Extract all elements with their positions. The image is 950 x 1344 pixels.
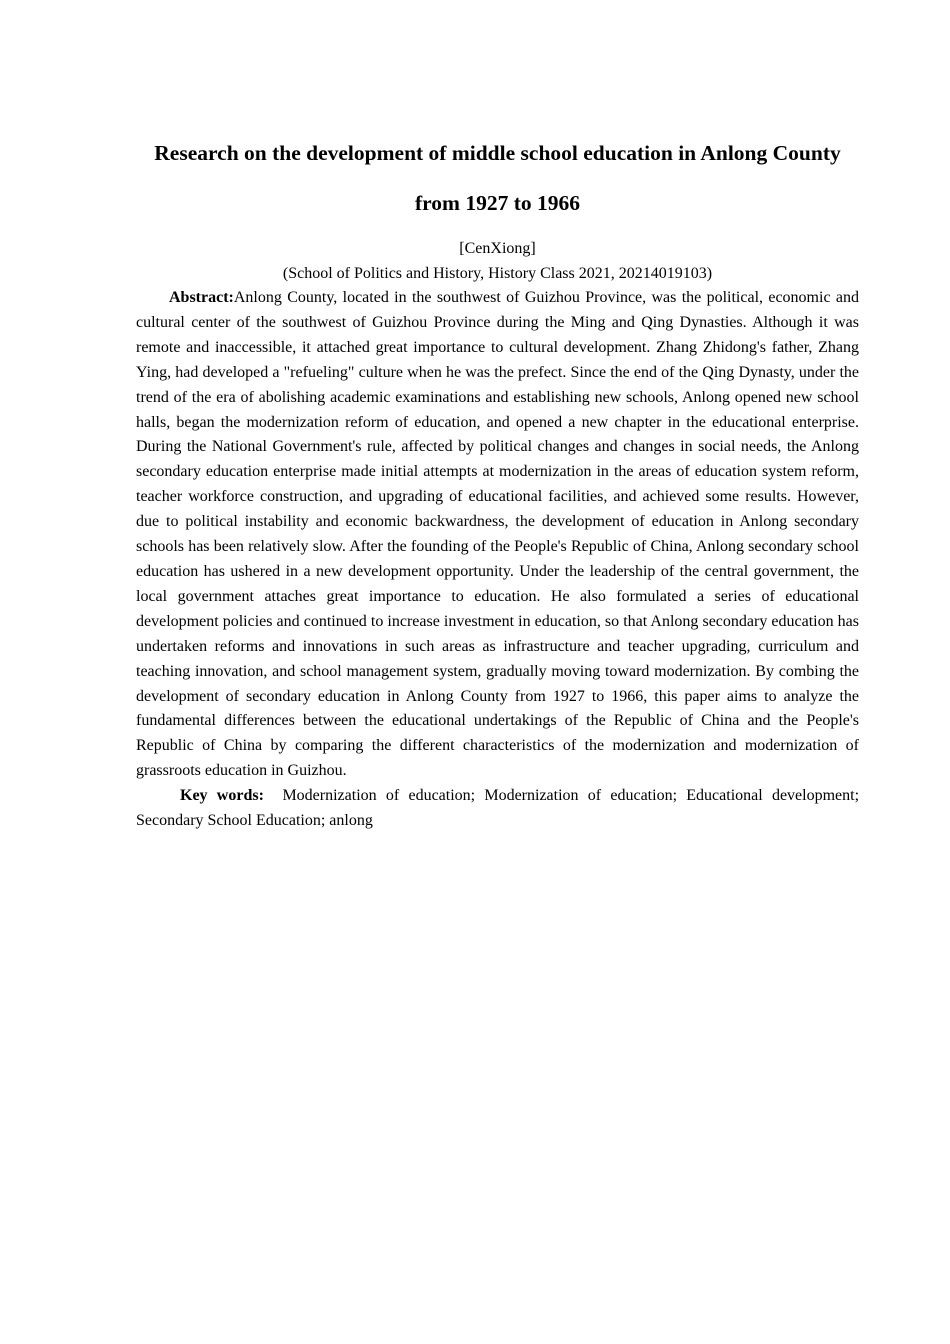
abstract-paragraph — [136, 286, 859, 784]
document-page — [136, 128, 859, 834]
paper-title-line-1: Research on the development of middle school education in Anlong County — [154, 141, 841, 165]
paper-title-line-2: from 1927 to 1966 — [414, 191, 580, 215]
author-affiliation: (School of Politics and History, History Class 2021, 20214019103) — [282, 265, 713, 282]
paper-title — [136, 128, 859, 228]
abstract-label: Abstract: — [169, 289, 234, 306]
abstract-text: Anlong County, located in the southwest of Guizhou Province, was the political, economic and cultural center of the southwest of Guizhou Province during the Ming and Qing Dynasties. Although it was remote and inaccessible, it attached great importance to cultural development. Zhang Zhidong's father, Zhang Ying, had developed a "refueling" culture when he was the prefect. Since the end of the Qing Dynasty, under the trend of the era of abolishing academic examinations and establishing new schools, Anlong opened new school halls, began the modernization reform of education, and opened a new chapter in the educational enterprise. During the National Government's rule, affected by political changes and changes in social needs, the Anlong secondary education enterprise made initial attempts at modernization in the areas of education system reform, teacher workforce construction, and upgrading of educational facilities, and achieved some results. However, due to political instability and economic backwardness, the development of education in Anlong secondary schools has been relatively slow. After the founding of the People's Republic of China, Anlong secondary school education has ushered in a new development opportunity. Under the leadership of the central government, the local government attaches great importance to education. He also formulated a series of educational development policies and continued to increase investment in education, so that Anlong secondary education has undertaken reforms and innovations in such areas as infrastructure and teacher upgrading, curriculum and teaching innovation, and school management system, gradually moving toward modernization. By combing the development of secondary education in Anlong County from 1927 to 1966, this paper aims to analyze the fundamental differences between the educational undertakings of the Republic of China and the People's Republic of China by comparing the different characteristics of the modernization and modernization of grassroots education in Guizhou. — [136, 289, 859, 780]
keywords-text: Modernization of education; Modernization of education; Educational development; Secondary School Education; anlong — [136, 787, 860, 830]
keywords-label: Key words: — [180, 787, 264, 805]
author-name: [CenXiong] — [459, 240, 536, 257]
keywords-paragraph — [136, 784, 859, 834]
